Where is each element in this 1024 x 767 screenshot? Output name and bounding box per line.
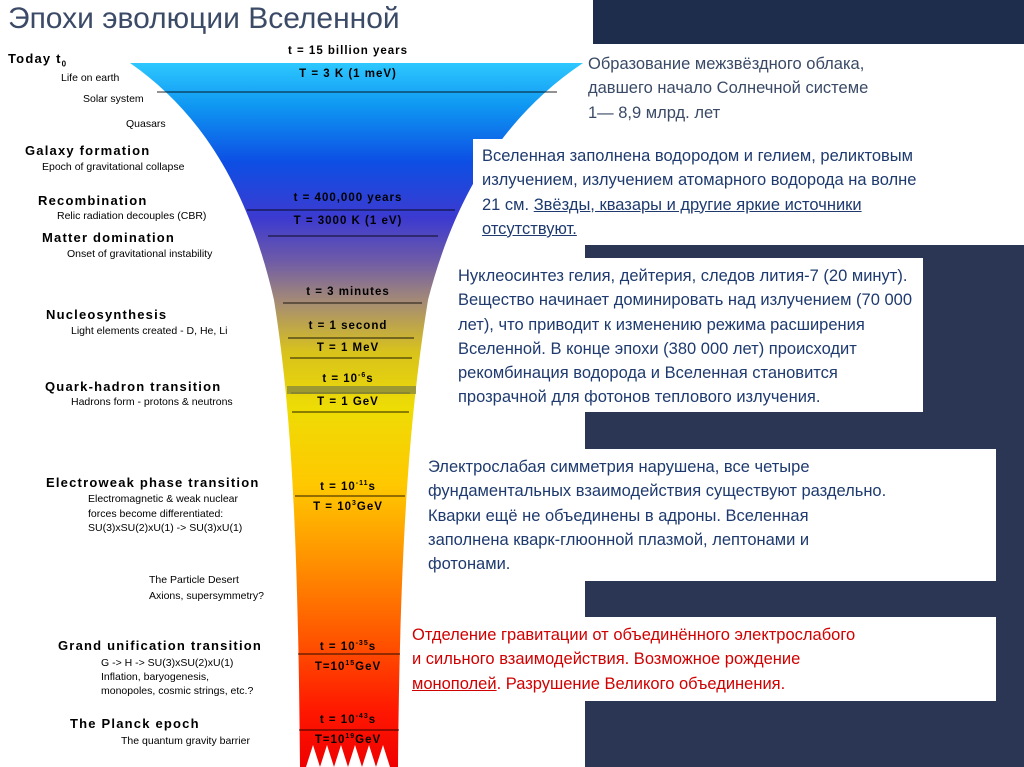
info-box-cloud: Образование межзвёздного облака, давшего начало Солнечной системе 1— 8,9 млрд. лет [588,55,869,122]
era-electroweak: Electroweak phase transition [46,475,260,490]
label-T-10-15GeV: $T=10^{15}GeV$ [314,660,382,673]
note-axions: Axions, supersymmetry? [149,590,264,602]
note-solar-system: Solar system [83,93,144,105]
era-galaxy-formation: Galaxy formation [25,143,151,158]
label-t-1-second: t = 1 second [308,320,388,332]
label-t-10-43s: $t = 10^{-43}s$ [319,713,377,726]
label-t-10-6s: $t = 10^{-6}s$ [322,372,374,385]
note-hadrons-form: Hadrons form - protons & neutrons [71,396,233,408]
note-gravitational-instability: Onset of gravitational instability [67,248,213,260]
label-T-1MeV: T = 1 MeV [316,342,380,354]
note-gravitational-collapse: Epoch of gravitational collapse [42,161,185,173]
era-today: Today $t_0$ [8,51,68,69]
note-quasars: Quasars [126,118,166,130]
label-T-10-19GeV: $T=10^{19}GeV$ [314,733,382,746]
info-box-nucleosynthesis: Нуклеосинтез гелия, дейтерия, следов лития-7 (20 минут). Вещество начинает доминировать над излучением (70 000 лет), что приводит к изменению режима расширения Вселенной. В конце эпохи (380 000 лет) происходит рекомбинация водорода и Вселенная становится прозрачной для фотонов теплового излучения. [449,258,923,412]
label-T-3000K: T = 3000 K (1 eV) [293,215,403,227]
info-box-gravitation: Отделение гравитации от объединённого электрослабого и сильного взаимодействия. Возможное рождение монополей. Разрушение Великого объединения. [403,617,996,701]
era-matter-domination: Matter domination [42,230,176,245]
quark-band [287,386,416,394]
note-electroweak-1: Electromagnetic & weak nuclear [88,493,238,505]
note-light-elements: Light elements created - D, He, Li [71,325,228,337]
era-nucleosynthesis: Nucleosynthesis [46,307,168,322]
note-gut-2: Inflation, baryogenesis, [101,671,209,683]
note-electroweak-3: SU(3)xSU(2)xU(1) -> SU(3)xU(1) [88,522,243,534]
note-relic-radiation: Relic radiation decouples (CBR) [57,210,207,222]
era-quark-hadron: Quark-hadron transition [45,379,222,394]
label-T-10-3GeV: $T = 10^3GeV$ [313,500,383,513]
note-electroweak-2: forces become differentiated: [88,508,224,520]
note-gut-1: G -> H -> SU(3)xSU(2)xU(1) [101,657,234,669]
label-T-3K: T = 3 K (1 meV) [299,68,397,80]
note-quantum-gravity: The quantum gravity barrier [121,735,250,747]
era-recombination: Recombination [38,193,148,208]
era-grand-unification: Grand unification transition [58,638,263,653]
note-gut-3: monopoles, cosmic strings, etc.? [101,685,254,697]
note-particle-desert: The Particle Desert [149,574,239,586]
note-life-on-earth: Life on earth [61,72,120,84]
era-planck-epoch: The Planck epoch [70,716,200,731]
label-t-10-11s: $t = 10^{-11}s$ [320,480,376,493]
page-title: Эпохи эволюции Вселенной [8,2,400,35]
info-box-hydrogen: Вселенная заполнена водородом и гелием, реликтовым излучением, излучением атомарного водорода на волне 21 см. Звёзды, квазары и другие яркие источники отсутствуют. [473,139,1024,245]
label-t-3-minutes: t = 3 minutes [306,286,390,298]
label-t-400000-years: t = 400,000 years [293,192,403,204]
label-t-15-billion-years: t = 15 billion years [287,45,409,57]
info-box-electroweak: Электрослабая симметрия нарушена, все четыре фундаментальных взаимодействия существуют раздельно. Кварки ещё не объединены в адроны. Вселенная заполнена кварк-глюонной плазмой, лептонами и фотонами. [419,449,996,581]
label-t-10-35s: $t = 10^{-35}s$ [319,640,377,653]
label-T-1GeV: T = 1 GeV [317,396,379,408]
